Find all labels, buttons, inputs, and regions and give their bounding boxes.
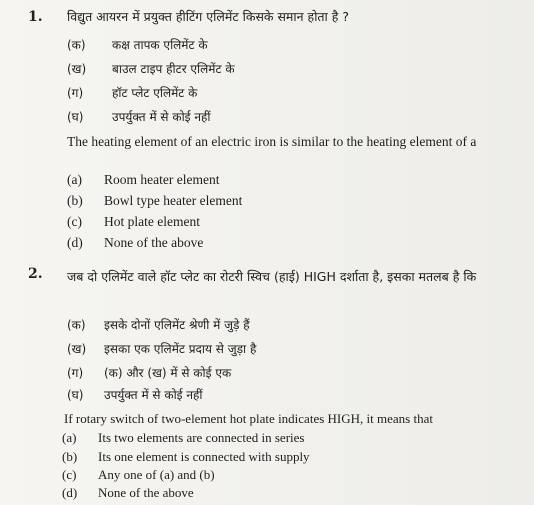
option-text: उपर्युक्त में से कोई नहीं (104, 388, 203, 402)
option-label: (ख) (67, 62, 87, 76)
option-label: (b) (67, 193, 83, 208)
option-text: बाउल टाइप हीटर एलिमेंट के (112, 62, 235, 76)
option-text: None of the above (104, 235, 204, 250)
option-text: इसके दोनों एलिमेंट श्रेणी में जुड़े हैं (104, 318, 250, 332)
option-text: Room heater element (104, 172, 220, 187)
option-label: (c) (67, 214, 82, 229)
question-number: 1. (28, 9, 43, 25)
option-label: (ग) (67, 86, 84, 100)
option-label: (a) (67, 172, 82, 187)
option-text: कक्ष तापक एलिमेंट के (112, 38, 208, 52)
english-question-text: The heating element of an electric iron is similar to the heating element of a (67, 134, 477, 149)
option-label: (d) (67, 235, 83, 250)
option-text: None of the above (98, 485, 194, 500)
question-number: 2. (28, 266, 43, 282)
hindi-question-text: विद्युत आयरन में प्रयुक्त हीटिंग एलिमेंट किसके समान होता है ? (67, 9, 350, 24)
hindi-question-text: जब दो एलिमेंट वाले हॉट प्लेट का रोटरी स्विच (हाई) HIGH दर्शाता है, इसका मतलब है कि (67, 269, 477, 284)
option-text: हॉट प्लेट एलिमेंट के (112, 86, 198, 100)
option-label: (क) (67, 318, 86, 332)
english-question-text: If rotary switch of two-element hot plate indicates HIGH, it means that (64, 411, 433, 426)
option-text: उपर्युक्त में से कोई नहीं (112, 110, 211, 124)
option-label: (घ) (67, 388, 84, 402)
option-label: (b) (62, 449, 78, 464)
option-label: (ग) (67, 366, 84, 380)
option-label: (ख) (67, 342, 87, 356)
option-label: (a) (62, 430, 77, 445)
option-text: Any one of (a) and (b) (98, 467, 215, 482)
option-text: Its two elements are connected in series (98, 430, 305, 445)
option-text: Bowl type heater element (104, 193, 243, 208)
option-label: (d) (62, 485, 78, 500)
option-label: (क) (67, 38, 86, 52)
option-text: (क) और (ख) में से कोई एक (104, 366, 232, 380)
option-text: Its one element is connected with supply (98, 449, 310, 464)
option-label: (घ) (67, 110, 84, 124)
option-text: Hot plate element (104, 214, 200, 229)
option-text: इसका एक एलिमेंट प्रदाय से जुड़ा है (104, 342, 257, 356)
option-label: (c) (62, 467, 77, 482)
